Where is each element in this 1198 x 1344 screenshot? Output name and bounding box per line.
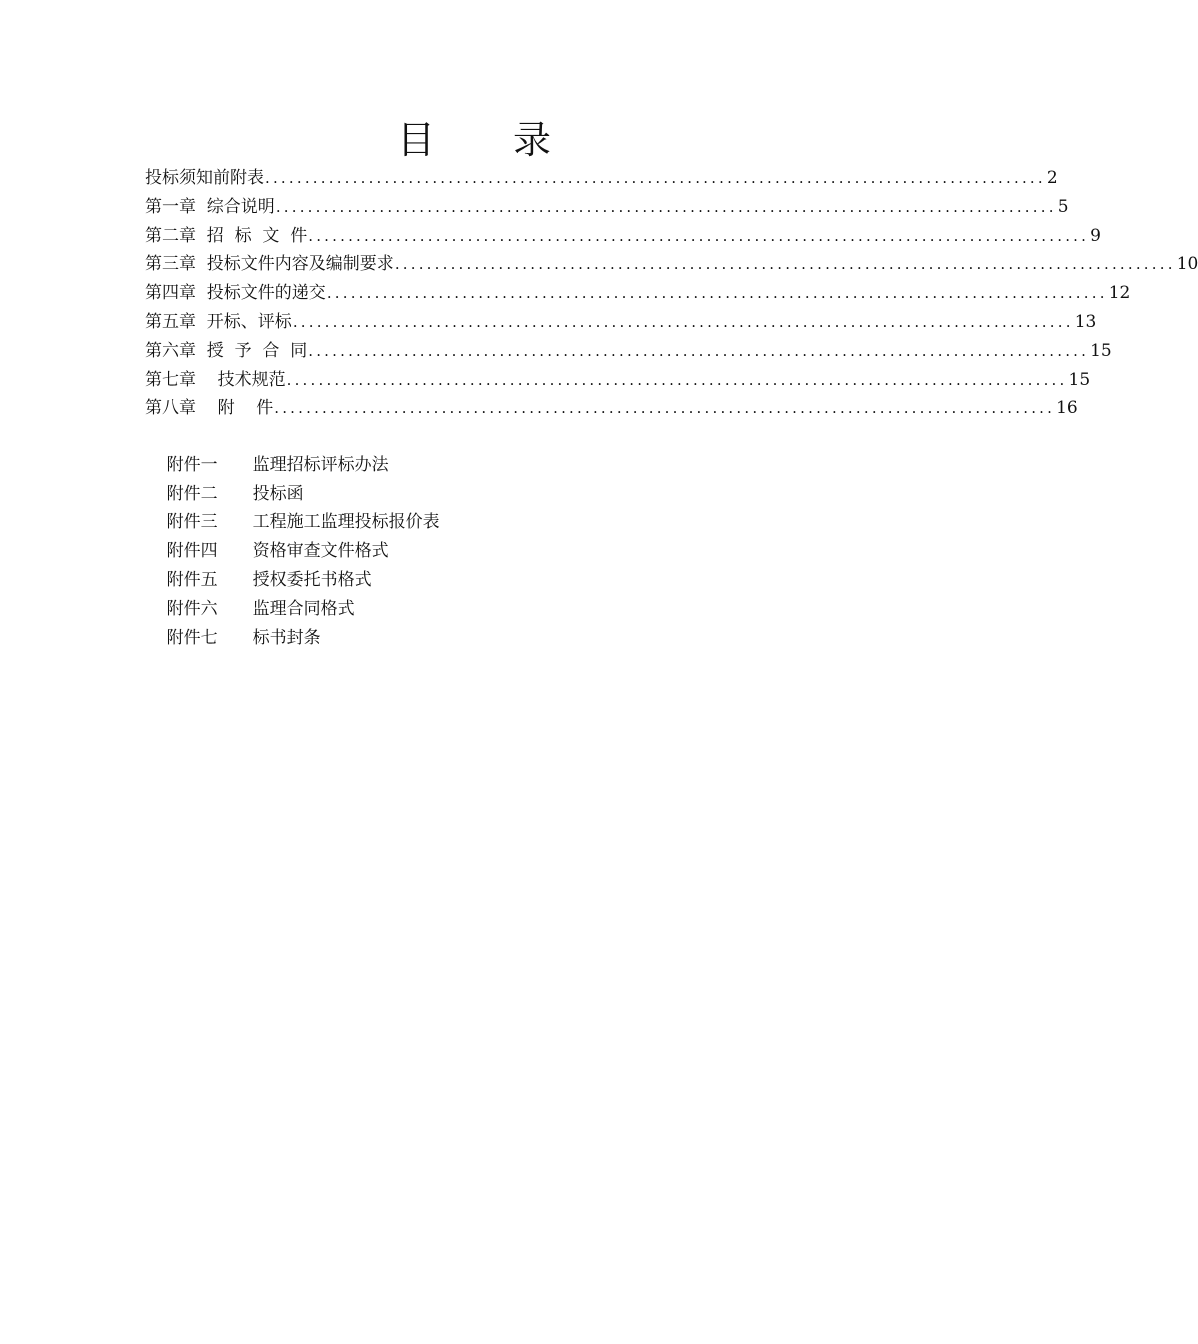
toc-entry-label: 第一章 综合说明 <box>145 196 275 217</box>
toc-entry-label: 第五章 开标、评标 <box>145 311 292 332</box>
toc-entry[interactable] <box>145 308 1097 337</box>
toc-leader-dots: .................................................................................................. <box>308 226 1090 245</box>
toc-entry-label: 第三章 投标文件内容及编制要求 <box>145 254 394 275</box>
toc-leader-dots: .................................................................................................. <box>265 169 1046 187</box>
appendix-code: 附件七 <box>166 627 218 648</box>
toc-entry-label: 第二章 招 标 文 件 <box>145 225 308 246</box>
toc-entry-label: 第七章 技术规范 <box>145 369 286 390</box>
toc-entry[interactable] <box>145 250 1198 279</box>
appendix-code: 附件三 <box>166 512 218 533</box>
toc-entry[interactable] <box>145 394 1078 423</box>
toc-entry[interactable] <box>145 366 1091 395</box>
title-char-2: 录 <box>513 118 554 162</box>
appendix-entry[interactable] <box>145 422 440 475</box>
toc-page-number: 13 <box>1074 311 1097 332</box>
toc-entry[interactable] <box>145 193 1069 222</box>
toc-leader-dots: .................................................................................................. <box>394 255 1176 274</box>
toc-entry-label: 第四章 投标文件的递交 <box>145 283 326 304</box>
appendix-title: 标书封条 <box>252 627 321 648</box>
toc-leader-dots: .................................................................................................. <box>326 284 1108 303</box>
toc-entry-label: 第八章 附 件 <box>145 398 274 419</box>
appendix-title: 资格审查文件格式 <box>252 541 389 562</box>
appendix-code: 附件二 <box>166 483 218 504</box>
toc-leader-dots: .................................................................................................. <box>286 370 1068 389</box>
appendix-title: 监理合同格式 <box>252 598 355 619</box>
toc-page-number: 12 <box>1108 283 1131 304</box>
appendix-title: 工程施工监理投标报价表 <box>252 512 440 533</box>
appendix-list <box>145 422 440 648</box>
appendix-code: 附件五 <box>166 569 218 590</box>
page-title <box>0 112 950 168</box>
toc-page-number: 15 <box>1068 369 1091 390</box>
table-of-contents <box>145 164 1198 423</box>
toc-entry[interactable] <box>145 222 1101 251</box>
toc-entry[interactable] <box>145 279 1131 308</box>
toc-entry[interactable] <box>145 337 1112 366</box>
appendix-title: 监理招标评标办法 <box>252 454 389 475</box>
title-char-1: 目 <box>396 118 437 162</box>
toc-page-number: 9 <box>1090 225 1101 246</box>
appendix-code: 附件四 <box>166 541 218 562</box>
toc-leader-dots: .................................................................................................. <box>308 341 1090 360</box>
toc-leader-dots: .................................................................................................. <box>275 197 1057 216</box>
appendix-code: 附件一 <box>166 454 218 475</box>
toc-leader-dots: .................................................................................................. <box>274 399 1056 418</box>
toc-entry-label: 第六章 授 予 合 同 <box>145 340 308 361</box>
appendix-code: 附件六 <box>166 598 218 619</box>
toc-page-number: 5 <box>1057 196 1069 217</box>
toc-page-number: 2 <box>1046 168 1058 188</box>
toc-page-number: 15 <box>1090 340 1112 361</box>
toc-entry[interactable] <box>145 164 1058 193</box>
appendix-title: 授权委托书格式 <box>252 569 372 590</box>
toc-page-number: 16 <box>1056 398 1078 419</box>
toc-page-number: 10 <box>1176 254 1198 275</box>
toc-entry-label: 投标须知前附表 <box>145 168 264 188</box>
toc-leader-dots: .................................................................................................. <box>292 312 1074 331</box>
appendix-title: 投标函 <box>252 483 304 504</box>
